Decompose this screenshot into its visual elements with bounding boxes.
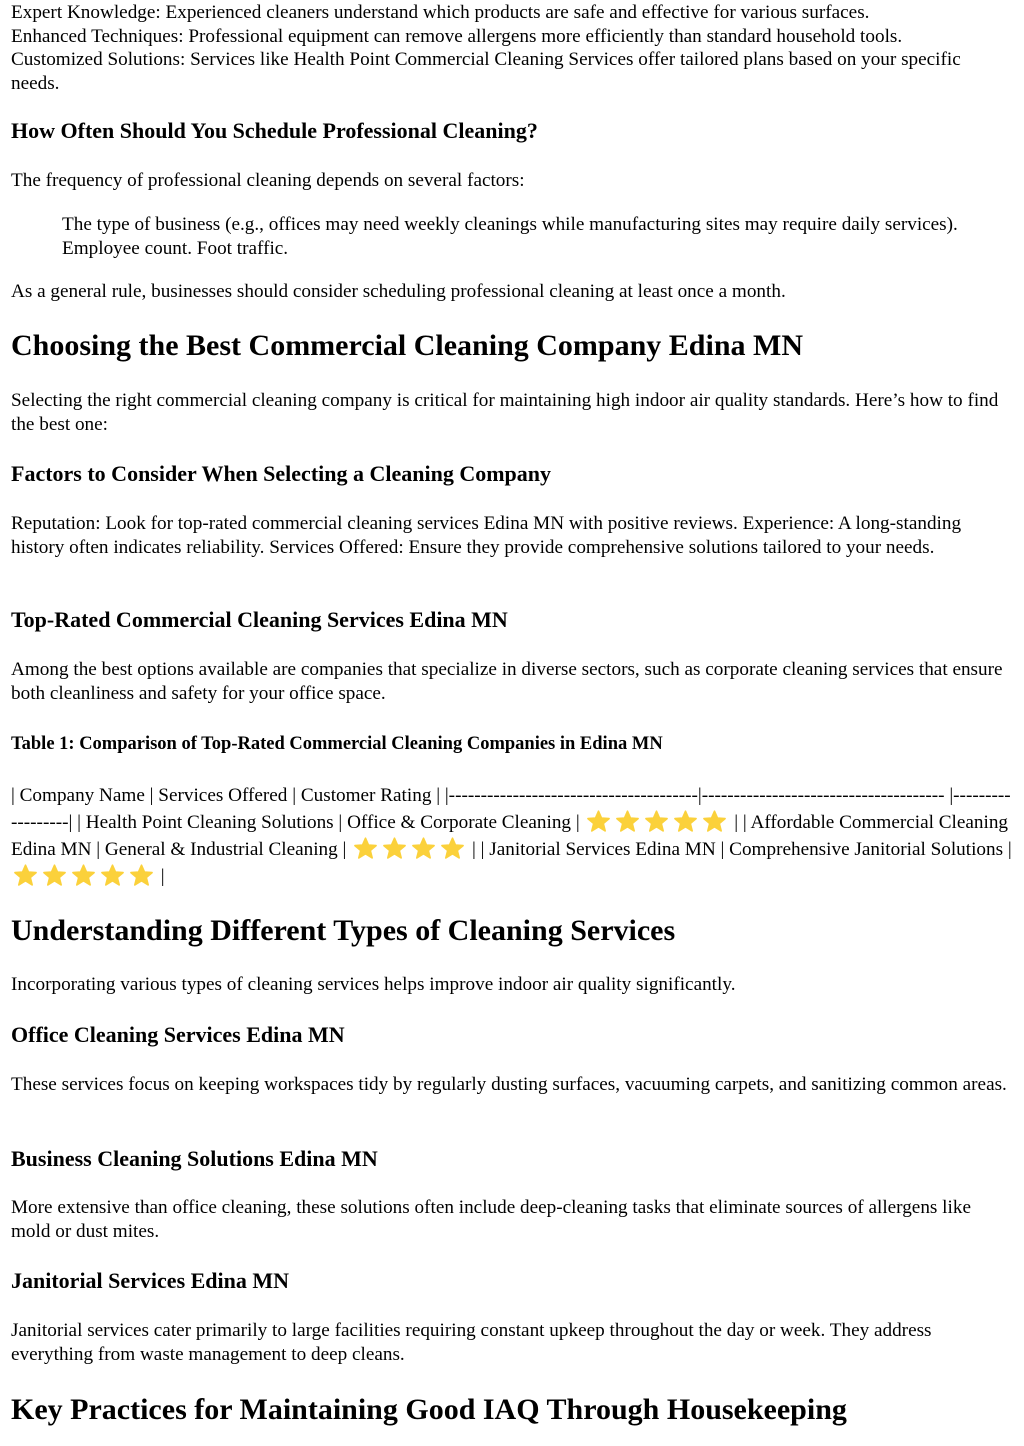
table-row-2-end: | bbox=[160, 866, 165, 887]
star-icon bbox=[42, 864, 67, 886]
star-icon bbox=[615, 810, 640, 832]
star-icon bbox=[702, 810, 727, 832]
types-lead: Incorporating various types of cleaning services helps improve indoor air quality significantly. bbox=[11, 974, 736, 995]
star-icon bbox=[353, 837, 378, 859]
star-icon bbox=[382, 837, 407, 859]
intro-line-expert: Expert Knowledge: Experienced cleaners understand which products are safe and effective for various surfaces. bbox=[11, 2, 870, 23]
janitorial-heading: Janitorial Services Edina MN bbox=[11, 1268, 290, 1293]
office-cleaning-text: These services focus on keeping workspaces tidy by regularly dusting surfaces, vacuuming carpets, and sanitizing common areas. bbox=[11, 1074, 1007, 1095]
table-header-raw: | Company Name | Services Offered | Customer Rating | |---------------------------------------|-------------------------------------- |------------------| bbox=[11, 785, 1011, 833]
table-row-2-text: | Janitorial Services Edina MN | Comprehensive Janitorial Solutions | bbox=[480, 839, 1012, 860]
factors-heading: Factors to Consider When Selecting a Cleaning Company bbox=[11, 461, 552, 486]
schedule-quote: The type of business (e.g., offices may need weekly cleanings while manufacturing sites may require daily services). Employee count. Foot traffic. bbox=[62, 214, 958, 259]
star-icon bbox=[13, 864, 38, 886]
table-row-1-end: | bbox=[471, 839, 476, 860]
top-rated-heading: Top-Rated Commercial Cleaning Services Edina MN bbox=[11, 607, 508, 632]
star-icon bbox=[644, 810, 669, 832]
factors-text: Reputation: Look for top-rated commercial cleaning services Edina MN with positive reviews. Experience: A long-standing history often indicates reliability. Services Offered: Ensure they provide comprehensive solutions tailored to your needs. bbox=[11, 513, 962, 558]
schedule-heading: How Often Should You Schedule Professional Cleaning? bbox=[11, 118, 538, 143]
comparison-table-text bbox=[11, 782, 1014, 890]
types-heading: Understanding Different Types of Cleaning Services bbox=[11, 914, 676, 947]
table-rows bbox=[11, 812, 1012, 887]
star-icon bbox=[71, 864, 96, 886]
table-row-1-rating bbox=[353, 837, 465, 859]
schedule-rule: As a general rule, businesses should consider scheduling professional cleaning at least once a month. bbox=[11, 281, 786, 302]
table-row-0-rating bbox=[586, 810, 727, 832]
table-row-2-rating bbox=[13, 864, 154, 886]
schedule-lead: The frequency of professional cleaning depends on several factors: bbox=[11, 170, 525, 191]
business-cleaning-text: More extensive than office cleaning, these solutions often include deep-cleaning tasks that eliminate sources of allergens like mold or dust mites. bbox=[11, 1197, 971, 1242]
office-cleaning-heading: Office Cleaning Services Edina MN bbox=[11, 1022, 345, 1047]
table-row-1-text: | Affordable Commercial Cleaning Edina MN | General & Industrial Cleaning | bbox=[11, 812, 1009, 860]
intro-line-techniques: Enhanced Techniques: Professional equipment can remove allergens more efficiently than standard household tools. bbox=[11, 25, 903, 47]
top-rated-text: Among the best options available are companies that specialize in diverse sectors, such as corporate cleaning services that ensure both cleanliness and safety for your office space. bbox=[11, 659, 1003, 704]
star-icon bbox=[129, 864, 154, 886]
table-row-0-text: | Health Point Cleaning Solutions | Office & Corporate Cleaning | bbox=[77, 812, 580, 833]
choosing-heading: Choosing the Best Commercial Cleaning Company Edina MN bbox=[11, 329, 803, 362]
key-practices-heading: Key Practices for Maintaining Good IAQ Through Housekeeping bbox=[11, 1393, 847, 1426]
table-row-0-end: | bbox=[734, 812, 739, 833]
choosing-lead: Selecting the right commercial cleaning company is critical for maintaining high indoor air quality standards. Here’s how to find the best one: bbox=[11, 390, 999, 435]
table-caption: Table 1: Comparison of Top-Rated Commercial Cleaning Companies in Edina MN bbox=[11, 734, 663, 754]
star-icon bbox=[586, 810, 611, 832]
intro-line-customized: Customized Solutions: Services like Health Point Commercial Cleaning Services offer tailored plans based on your specific needs. bbox=[11, 49, 961, 94]
janitorial-text: Janitorial services cater primarily to large facilities requiring constant upkeep throughout the day or week. They address everything from waste management to deep cleans. bbox=[11, 1320, 932, 1365]
star-icon bbox=[440, 837, 465, 859]
star-icon bbox=[100, 864, 125, 886]
star-icon bbox=[673, 810, 698, 832]
star-icon bbox=[411, 837, 436, 859]
business-cleaning-heading: Business Cleaning Solutions Edina MN bbox=[11, 1146, 378, 1171]
intro-list bbox=[11, 1, 1014, 95]
